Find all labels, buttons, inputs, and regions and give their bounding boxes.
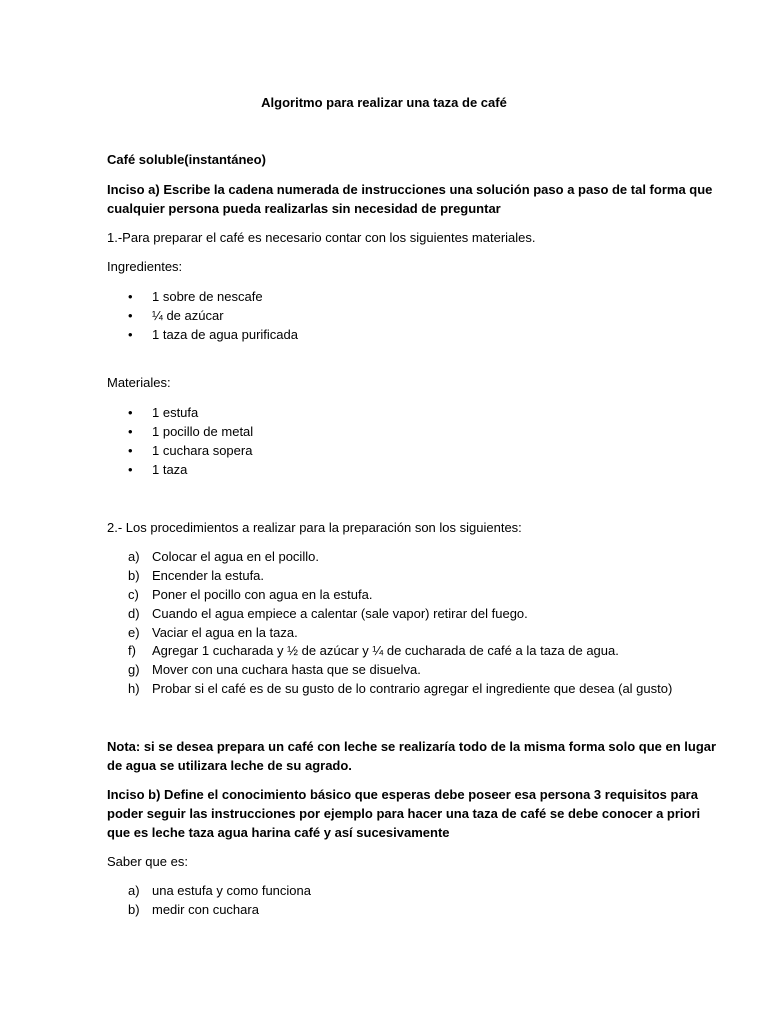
procedure-text: Encender la estufa. (152, 568, 265, 583)
saber-text: medir con cuchara (152, 902, 259, 917)
bullet-icon: • (128, 424, 133, 439)
ingredient-text: 1 taza de agua purificada (152, 327, 298, 342)
procedure-letter: e) (128, 625, 140, 640)
ingredientes-heading: Ingredientes: (107, 259, 183, 274)
procedure-item (128, 604, 528, 623)
material-text: 1 estufa (152, 405, 199, 420)
nota-line-1: Nota: si se desea prepara un café con leche se realizaría todo de la misma forma solo que en lugar (107, 739, 717, 754)
saber-letter: b) (128, 902, 140, 917)
nota-line-2: de agua se utilizara leche de su agrado. (107, 758, 352, 773)
saber-item (128, 881, 311, 900)
procedure-item (128, 679, 672, 698)
saber-letter: a) (128, 883, 140, 898)
ingredient-text: 1 sobre de nescafe (152, 289, 263, 304)
saber-item (128, 900, 259, 919)
procedure-item (128, 641, 619, 660)
procedure-text: Probar si el café es de su gusto de lo contrario agregar el ingrediente que desea (al gusto) (152, 681, 673, 696)
procedure-text: Colocar el agua en el pocillo. (152, 549, 319, 564)
inciso-b-line-3: que es leche taza agua harina café y así sucesivamente (107, 825, 450, 840)
ingredient-text: ¼ de azúcar (152, 308, 224, 323)
section-subtitle: Café soluble(instantáneo) (107, 152, 266, 167)
bullet-icon: • (128, 462, 133, 477)
material-item (128, 403, 198, 422)
inciso-b-line-1: Inciso b) Define el conocimiento básico que esperas debe poseer esa persona 3 requisitos para (107, 787, 698, 802)
procedure-letter: a) (128, 549, 140, 564)
procedure-item (128, 660, 421, 679)
bullet-icon: • (128, 405, 133, 420)
procedure-text: Vaciar el agua en la taza. (152, 625, 298, 640)
procedure-letter: c) (128, 587, 139, 602)
bullet-icon: • (128, 308, 133, 323)
document-title: Algoritmo para realizar una taza de café (261, 95, 507, 110)
inciso-a-line-1: Inciso a) Escribe la cadena numerada de instrucciones una solución paso a paso de tal forma que (107, 182, 713, 197)
procedure-text: Agregar 1 cucharada y ½ de azúcar y ¼ de cucharada de café a la taza de agua. (152, 643, 619, 658)
bullet-icon: • (128, 289, 133, 304)
procedure-item (128, 585, 372, 604)
ingredient-item (128, 306, 224, 325)
bullet-icon: • (128, 327, 133, 342)
procedure-letter: h) (128, 681, 140, 696)
step-1-text: 1.-Para preparar el café es necesario contar con los siguientes materiales. (107, 230, 536, 245)
materiales-heading: Materiales: (107, 375, 171, 390)
material-item (128, 460, 187, 479)
step-2-text: 2.- Los procedimientos a realizar para la preparación son los siguientes: (107, 520, 522, 535)
saber-text: una estufa y como funciona (152, 883, 311, 898)
material-item (128, 422, 253, 441)
inciso-a-line-2: cualquier persona pueda realizarlas sin necesidad de preguntar (107, 201, 501, 216)
ingredient-item (128, 287, 263, 306)
material-item (128, 441, 252, 460)
procedure-text: Poner el pocillo con agua en la estufa. (152, 587, 373, 602)
procedure-text: Cuando el agua empiece a calentar (sale vapor) retirar del fuego. (152, 606, 528, 621)
procedure-letter: f) (128, 643, 136, 658)
inciso-b-line-2: poder seguir las instrucciones por ejemplo para hacer una taza de café se debe conocer a priori (107, 806, 701, 821)
procedure-item (128, 566, 264, 585)
material-text: 1 pocillo de metal (152, 424, 254, 439)
procedure-text: Mover con una cuchara hasta que se disuelva. (152, 662, 421, 677)
procedure-item (128, 547, 319, 566)
ingredient-item (128, 325, 298, 344)
procedure-item (128, 623, 298, 642)
bullet-icon: • (128, 443, 133, 458)
material-text: 1 taza (152, 462, 188, 477)
procedure-letter: d) (128, 606, 140, 621)
saber-heading: Saber que es: (107, 854, 188, 869)
material-text: 1 cuchara sopera (152, 443, 253, 458)
procedure-letter: g) (128, 662, 140, 677)
procedure-letter: b) (128, 568, 140, 583)
